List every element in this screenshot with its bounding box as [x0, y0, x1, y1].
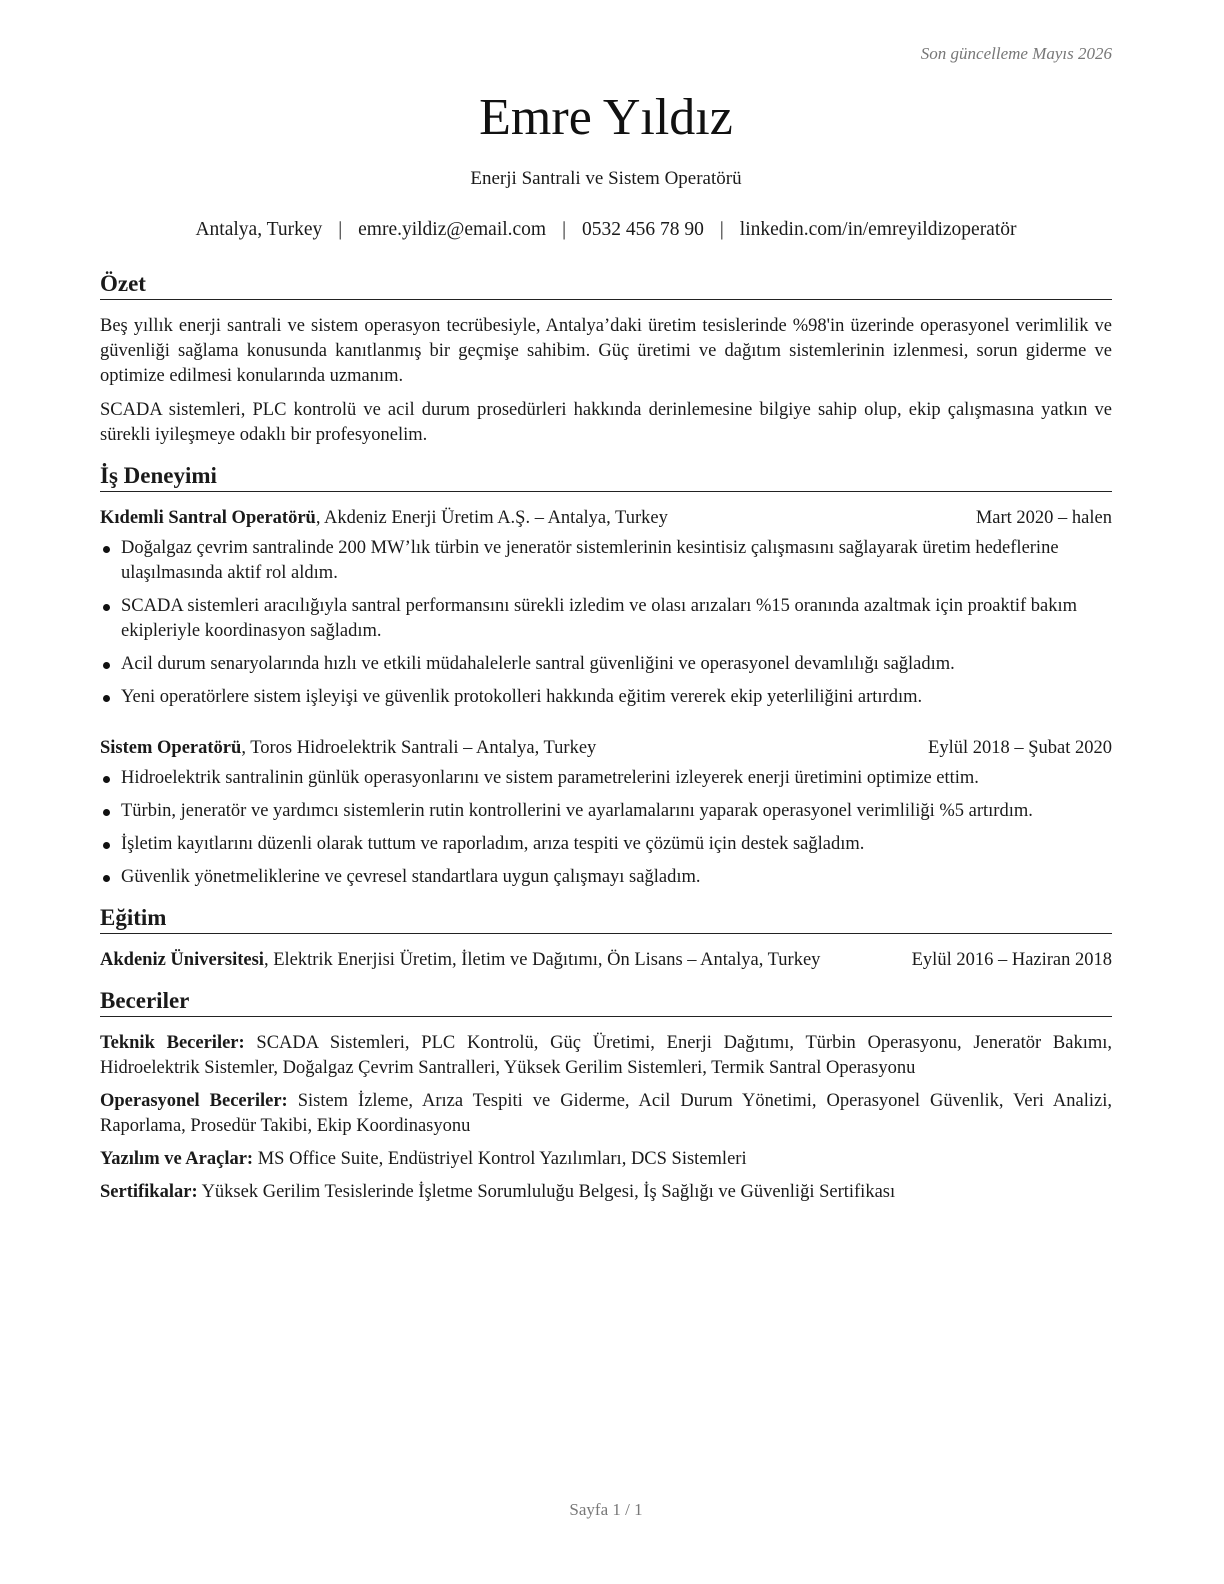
skill-group: [100, 1031, 1112, 1081]
job-company: , Akdeniz Enerji Üretim A.Ş. – Antalya, Turkey: [315, 508, 668, 528]
job-bullet: Türbin, jeneratör ve yardımcı sistemlerin rutin kontrollerini ve ayarlamalarını yaparak operasyonel verimliliği %5 artırdım.: [100, 799, 1112, 824]
skill-group: [100, 1147, 1112, 1172]
skill-label: Teknik Beceriler:: [100, 1033, 245, 1053]
job-title-line: [100, 506, 668, 531]
job-bullets: [100, 766, 1112, 890]
job-role: Sistem Operatörü: [100, 738, 242, 758]
job-bullet: İşletim kayıtlarını düzenli olarak tuttum ve raporladım, arıza tespiti ve çözümü için destek sağladım.: [100, 832, 1112, 857]
skill-text: SCADA Sistemleri, PLC Kontrolü, Güç Üretimi, Enerji Dağıtımı, Türbin Operasyonu, Jeneratör Bakımı, Hidroelektrik Sistemler, Doğalgaz Çevrim Santralleri, Yüksek Gerilim Sistemleri, Termik Santral Operasyonu: [100, 1033, 1112, 1078]
summary-paragraph: SCADA sistemleri, PLC kontrolü ve acil durum prosedürleri hakkında derinlemesine bilgiye sahip olup, ekip çalışmasına yatkın ve sürekli iyileşmeye odaklı bir profesyonelim.: [100, 400, 1112, 445]
contact-email[interactable]: emre.yildiz@email.com: [358, 219, 547, 240]
skill-text: MS Office Suite, Endüstriyel Kontrol Yazılımları, DCS Sistemleri: [253, 1149, 747, 1169]
education-school: Akdeniz Üniversitesi: [100, 950, 264, 970]
job-role: Kıdemli Santral Operatörü: [100, 508, 316, 528]
skill-label: Yazılım ve Araçlar:: [100, 1149, 254, 1169]
job-bullet: Doğalgaz çevrim santralinde 200 MW’lık türbin ve jeneratör sistemlerinin kesintisiz çalışmasını sağlayarak üretim hedeflerine ulaşılmasında aktif rol aldım.: [100, 536, 1112, 586]
contact-separator: |: [338, 219, 343, 240]
education-dates: Eylül 2016 – Haziran 2018: [911, 950, 1112, 970]
section-title-experience: İş Deneyimi: [100, 462, 1112, 492]
section-title-skills: Beceriler: [100, 987, 1112, 1017]
job-bullet: Güvenlik yönetmeliklerine ve çevresel standartlara uygun çalışmayı sağladım.: [100, 865, 1112, 890]
job-bullet: SCADA sistemleri aracılığıyla santral performansını sürekli izledim ve olası arızaları %15 oranında azaltmak için proaktif bakım ekipleriyle koordinasyon sağladım.: [100, 594, 1112, 644]
job-dates: Eylül 2018 – Şubat 2020: [928, 738, 1112, 758]
job-bullet: Acil durum senaryolarında hızlı ve etkili müdahalelerle santral güvenliğini ve operasyonel devamlılığı sağladım.: [100, 652, 1112, 677]
job-bullets: [100, 536, 1112, 710]
skill-group: [100, 1089, 1112, 1139]
contact-separator: |: [719, 219, 724, 240]
education-details: , Elektrik Enerjisi Üretim, İletim ve Dağıtımı, Ön Lisans – Antalya, Turkey: [263, 950, 821, 970]
summary-paragraph: Beş yıllık enerji santrali ve sistem operasyon tecrübesiyle, Antalya’daki üretim tesislerinde %98'in üzerinde operasyonel verimlilik ve güvenliği sağlama konusunda kanıtlanmış bir geçmişe sahibim. Güç üretimi ve dağıtım sistemlerinin izlenmesi, sorun giderme ve optimize edilmesi konularında uzmanım.: [100, 316, 1112, 386]
job-header: [100, 506, 1112, 531]
skill-label: Operasyonel Beceriler:: [100, 1091, 288, 1111]
contact-phone[interactable]: 0532 456 78 90: [582, 219, 704, 240]
skill-label: Sertifikalar:: [100, 1182, 198, 1202]
contact-line: [70, 219, 1142, 241]
job-title-line: [100, 736, 596, 761]
last-updated: Son güncelleme Mayıs 2026: [920, 44, 1112, 63]
education-entry: [100, 948, 1112, 973]
job-bullet: Yeni operatörlere sistem işleyişi ve güvenlik protokolleri hakkında eğitim vererek ekip yeterliliğini artırdım.: [100, 685, 1112, 710]
resume-content: [100, 270, 1112, 1213]
job-bullet: Hidroelektrik santralinin günlük operasyonlarını ve sistem parametrelerini izleyerek enerji üretimini optimize ettim.: [100, 766, 1112, 791]
job-company: , Toros Hidroelektrik Santrali – Antalya, Turkey: [241, 738, 597, 758]
education-line: [100, 948, 820, 973]
job-dates: Mart 2020 – halen: [975, 508, 1112, 528]
skill-text: Sistem İzleme, Arıza Tespiti ve Giderme, Acil Durum Yönetimi, Operasyonel Güvenlik, Veri Analizi, Raporlama, Prosedür Takibi, Ekip Koordinasyonu: [100, 1091, 1112, 1136]
contact-linkedin[interactable]: linkedin.com/in/emreyildizoperatör: [739, 219, 1017, 240]
candidate-name: Emre Yıldız: [479, 89, 733, 146]
section-title-summary: Özet: [100, 270, 1112, 300]
job-entry: [100, 506, 1112, 710]
job-headline: Enerji Santrali ve Sistem Operatörü: [470, 168, 742, 189]
contact-separator: |: [562, 219, 567, 240]
job-header: [100, 736, 1112, 761]
resume-page: [100, 0, 1112, 1584]
skill-group: [100, 1180, 1112, 1205]
job-entry: [100, 736, 1112, 890]
skill-text: Yüksek Gerilim Tesislerinde İşletme Sorumluluğu Belgesi, İş Sağlığı ve Güvenliği Sertifikası: [197, 1182, 896, 1202]
section-title-education: Eğitim: [100, 904, 1112, 934]
contact-location: Antalya, Turkey: [195, 219, 323, 240]
page-number: Sayfa 1 / 1: [569, 1500, 643, 1519]
